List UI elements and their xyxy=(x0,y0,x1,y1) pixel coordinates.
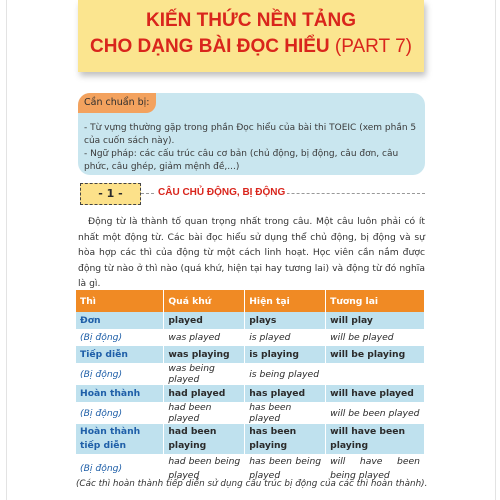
tense-name: Tiếp diễn xyxy=(76,346,164,363)
table-cell: will be played xyxy=(326,329,425,346)
table-row xyxy=(76,329,425,346)
table-cell: is being played xyxy=(245,363,326,385)
intro-paragraph: Động từ là thành tố quan trọng nhất trong câu. Một câu luôn phải có ít nhất một động từ. Các bài đọc hiểu sử dụng thể chủ động, bị động và sự hòa hợp các thì của động từ một cách linh hoạt. Học viên cần nắm được động từ nào ở thì nào (quá khứ, hiện tại hay tương lai) và động từ đó nghĩa là gì. xyxy=(78,216,425,290)
table-cell: plays xyxy=(245,312,326,329)
page-title-line1: KIẾN THỨC NỀN TẢNG xyxy=(146,10,356,31)
tense-name: (Bị động) xyxy=(76,454,164,484)
table-row xyxy=(76,363,425,385)
table-row xyxy=(76,312,425,329)
tense-name: Hoàn thành tiếp diễn xyxy=(76,424,164,454)
table-row xyxy=(76,402,425,424)
table-cell: had been played xyxy=(164,402,245,424)
table-row xyxy=(76,424,425,454)
table-cell: will have been being played xyxy=(326,454,425,484)
table-cell: was being played xyxy=(164,363,245,385)
tense-name: Đơn xyxy=(76,312,164,329)
section-heading xyxy=(78,183,425,205)
table-cell: will have been playing xyxy=(326,424,425,454)
header-past: Quá khứ xyxy=(164,290,245,312)
preparation-item-grammar: - Ngữ pháp: các cấu trúc câu cơ bản (chủ động, bị động, câu đơn, câu phức, câu ghép, giảm mệnh đề,...) xyxy=(84,149,399,172)
table-cell: has played xyxy=(245,385,326,402)
table-cell: will be playing xyxy=(326,346,425,363)
page-title-main: CHO DẠNG BÀI ĐỌC HIỂU xyxy=(90,36,330,57)
page-title-part: (PART 7) xyxy=(334,36,412,57)
section-title: CÂU CHỦ ĐỘNG, BỊ ĐỘNG xyxy=(158,187,286,198)
tense-name: Hoàn thành xyxy=(76,385,164,402)
tense-table xyxy=(76,290,425,484)
table-cell: is played xyxy=(245,329,326,346)
preparation-box xyxy=(78,93,425,175)
table-cell: played xyxy=(164,312,245,329)
section-number-badge: - 1 - xyxy=(80,183,141,205)
title-banner xyxy=(78,0,424,72)
tense-name: (Bị động) xyxy=(76,402,164,424)
table-cell: will be been played xyxy=(326,402,425,424)
table-cell: had been being played xyxy=(164,454,245,484)
preparation-label: Cần chuẩn bị: xyxy=(78,93,156,113)
table-cell: had been playing xyxy=(164,424,245,454)
table-cell: will play xyxy=(326,312,425,329)
table-cell: was playing xyxy=(164,346,245,363)
table-row xyxy=(76,385,425,402)
tense-name: (Bị động) xyxy=(76,363,164,385)
table-row xyxy=(76,346,425,363)
table-cell: will have played xyxy=(326,385,425,402)
table-cell: had played xyxy=(164,385,245,402)
table-cell: has been played xyxy=(245,402,326,424)
table-header-row xyxy=(76,290,425,312)
header-future: Tương lai xyxy=(326,290,425,312)
table-cell: is playing xyxy=(245,346,326,363)
table-cell: has been being played xyxy=(245,454,326,484)
tense-name: (Bị động) xyxy=(76,329,164,346)
table-cell: was played xyxy=(164,329,245,346)
header-tense: Thì xyxy=(76,290,164,312)
preparation-item-vocabulary: - Từ vựng thường gặp trong phần Đọc hiểu của bài thi TOEIC (xem phần 5 của cuốn sách này). xyxy=(84,123,417,146)
table-footnote: (Các thì hoàn thành tiếp diễn sử dụng cấu trúc bị động của các thì hoàn thành). xyxy=(76,479,428,489)
page-title-line2 xyxy=(78,36,424,58)
header-present: Hiện tại xyxy=(245,290,326,312)
table-cell xyxy=(326,363,425,385)
table-cell: has been playing xyxy=(245,424,326,454)
